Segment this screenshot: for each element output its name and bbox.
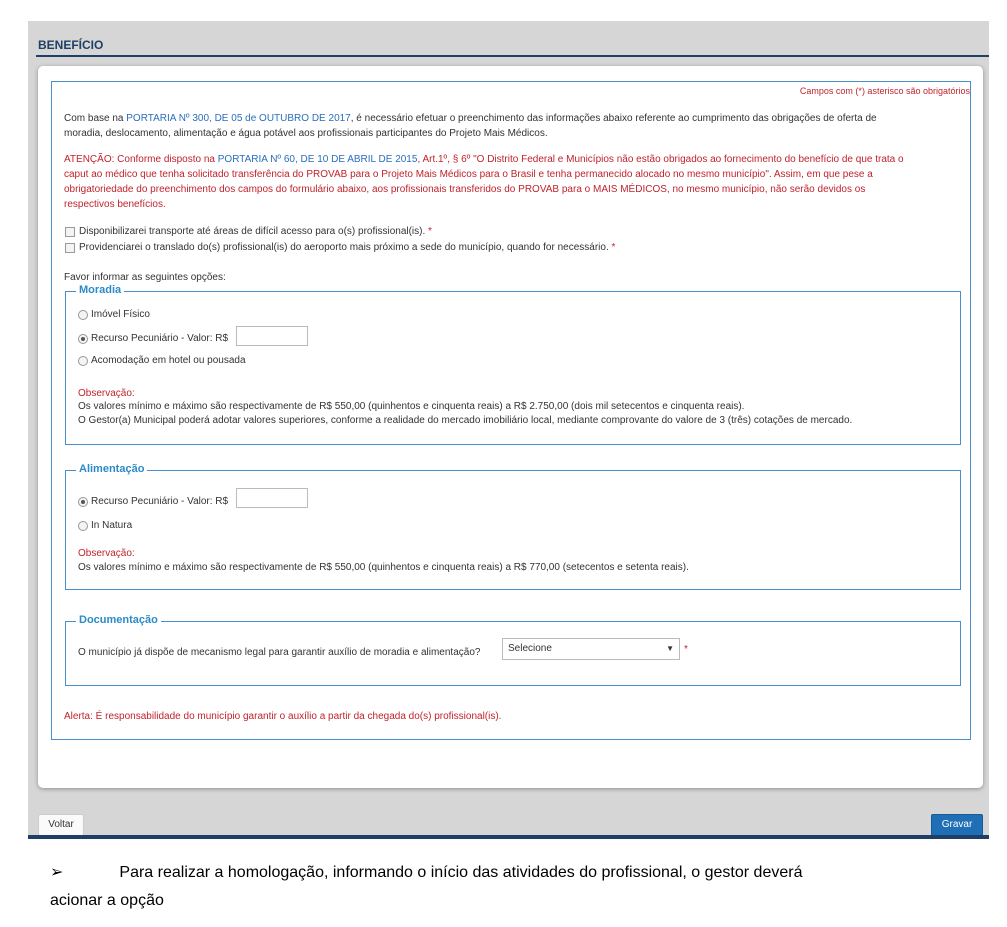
moradia-obs-title: Observação:	[78, 388, 135, 399]
moradia-obs-line2: O Gestor(a) Municipal poderá adotar valores superiores, conforme a realidade do mercado imobiliário local, mediante comprovante do valore de 3 (três) cotações de mercado.	[78, 415, 853, 426]
moradia-imovel-label: Imóvel Físico	[91, 309, 150, 320]
alimentacao-innatura-radio[interactable]	[78, 521, 88, 531]
back-button[interactable]: Voltar	[38, 814, 84, 836]
alimentacao-obs-title: Observação:	[78, 548, 135, 559]
moradia-hotel-label: Acomodação em hotel ou pousada	[91, 355, 246, 366]
document-text-line2: acionar a opção	[50, 892, 164, 909]
alimentacao-fieldset	[65, 463, 961, 590]
alimentacao-recurso-radio[interactable]	[78, 497, 88, 507]
header-divider	[36, 55, 989, 57]
transport-checkbox-label: Disponibilizarei transporte até áreas de difícil acesso para o(s) profissional(is). *	[79, 226, 432, 237]
documentacao-question: O município já dispõe de mecanismo legal para garantir auxílio de moradia e alimentação?	[78, 647, 481, 658]
form-screen	[28, 21, 989, 839]
moradia-obs-line1: Os valores mínimo e máximo são respectivamente de R$ 550,00 (quinhentos e cinquenta reais) a R$ 2.750,00 (dois mil setecentos e cinquenta reais).	[78, 401, 745, 412]
document-text-line1: Para realizar a homologação, informando o início das atividades do profissional, o gestor deverá	[119, 864, 803, 881]
portaria-60-link[interactable]: PORTARIA Nº 60, DE 10 DE ABRIL DE 2015	[217, 154, 418, 165]
transport-checkbox[interactable]	[65, 227, 75, 237]
arrow-bullet-icon: ➢	[50, 864, 64, 881]
documentacao-select[interactable]: Selecione ▼	[502, 638, 680, 660]
form-card	[38, 66, 983, 788]
airport-transfer-checkbox-label: Providenciarei o translado do(s) profissional(is) do aeroporto mais próximo a sede do município, quando for necessário. *	[79, 242, 616, 253]
form-panel	[51, 81, 971, 740]
alert-text: Alerta: É responsabilidade do município garantir o auxílio a partir da chegada do(s) profissional(is).	[64, 711, 502, 722]
page-title: BENEFÍCIO	[38, 38, 104, 52]
options-intro: Favor informar as seguintes opções:	[64, 272, 226, 283]
moradia-hotel-radio[interactable]	[78, 356, 88, 366]
moradia-fieldset	[65, 284, 961, 445]
alimentacao-legend: Alimentação	[76, 463, 147, 475]
save-button[interactable]: Gravar	[931, 814, 983, 836]
attention-text: ATENÇÃO: Conforme disposto na PORTARIA Nº 60, DE 10 DE ABRIL DE 2015, Art.1º, § 6º "O Distrito Federal e Municípios não estão obrigados ao fornecimento do benefício de que trata o caput ao médico que tenha solicitado transferência do PROVAB para o Projeto Mais Médicos para o Brasil e tenha permanecido alocado no mesmo município". Assim, em que pese a obrigatoriedade do preenchimento dos campos do formulário abaixo, aos profissionais transferidos do PROVAB para o MAIS MÉDICOS, no mesmo município, não serão devidos os respectivos benefícios.	[64, 154, 904, 210]
moradia-recurso-label: Recurso Pecuniário - Valor: R$	[91, 333, 229, 344]
portaria-300-link[interactable]: PORTARIA Nº 300, DE 05 de OUTUBRO DE 2017	[126, 113, 351, 124]
intro-text: Com base na PORTARIA Nº 300, DE 05 de OUTUBRO DE 2017, é necessário efetuar o preenchimento das informações abaixo referente ao cumprimento das obrigações de oferta de moradia, deslocamento, alimentação e água potável aos profissionais participantes do Projeto Mais Médicos.	[64, 113, 877, 139]
documentacao-fieldset	[65, 614, 961, 686]
alimentacao-recurso-label: Recurso Pecuniário - Valor: R$	[91, 496, 229, 507]
alimentacao-valor-input[interactable]	[236, 488, 308, 508]
moradia-imovel-radio[interactable]	[78, 310, 88, 320]
required-fields-note: Campos com (*) asterisco são obrigatórios	[799, 86, 970, 96]
documentacao-required-star: *	[684, 644, 688, 655]
alimentacao-innatura-label: In Natura	[91, 520, 133, 531]
documentacao-legend: Documentação	[76, 614, 161, 626]
chevron-down-icon: ▼	[666, 644, 674, 653]
moradia-legend: Moradia	[76, 284, 124, 296]
moradia-recurso-radio[interactable]	[78, 334, 88, 344]
alimentacao-obs-line1: Os valores mínimo e máximo são respectivamente de R$ 550,00 (quinhentos e cinquenta reais) a R$ 770,00 (setecentos e setenta reais).	[78, 562, 689, 573]
document-bullet-line	[50, 862, 802, 882]
moradia-valor-input[interactable]	[236, 326, 308, 346]
footer-divider	[28, 835, 989, 839]
airport-transfer-checkbox[interactable]	[65, 243, 75, 253]
